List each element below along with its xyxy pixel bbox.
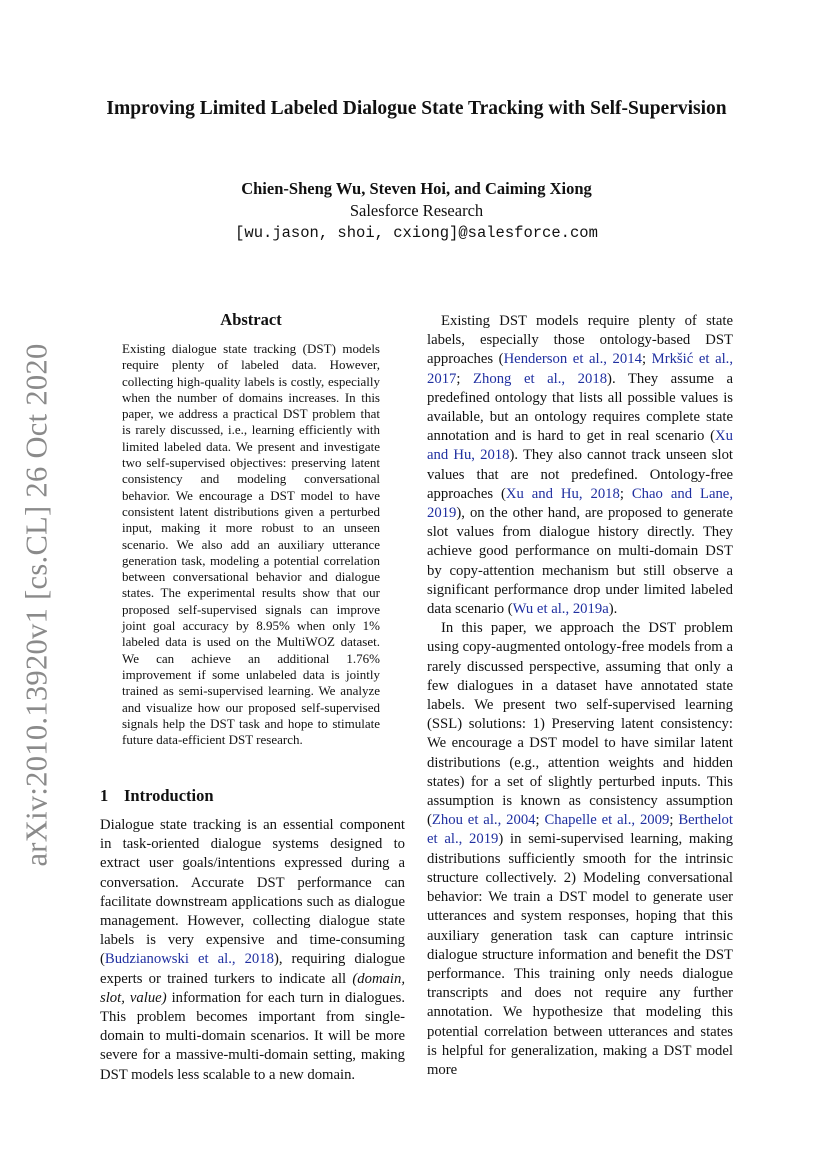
text-run: Dialogue state tracking is an essential component in task-oriented dialogue systems designed to extract user goals/intentions expressed during a conversation. Accurate DST performance can facilitate downstream applications such as dialogue management. However, collecting dialogue state labels is very expensive and time-consuming ( xyxy=(100,817,405,968)
text-run: ). They also cannot track unseen slot values that are not predefined. Ontology-free approaches ( xyxy=(427,447,733,502)
text-run: ). xyxy=(608,601,618,618)
author-emails: [wu.jason, shoi, cxiong]@salesforce.com xyxy=(235,224,598,242)
citation-link[interactable]: Zhou et al., 2004 xyxy=(431,812,536,829)
intro-paragraph-2 xyxy=(427,312,733,619)
citation-link[interactable]: Chapelle et al., 2009 xyxy=(544,812,670,829)
abstract-heading: Abstract xyxy=(220,310,282,329)
text-run: information for each turn in dialogues. This problem becomes important from single-domain to multi-domain scenarios. It will be more severe for a massive-multi-domain setting, making DST models less scalable to a new domain. xyxy=(100,989,405,1083)
text-run: ). They assume a predefined ontology that lists all possible values is available, but an ontology requires complete state annotation and is hard to get in real scenario ( xyxy=(427,370,734,445)
citation-link[interactable]: Mrkšić et al., 2017 xyxy=(427,351,734,387)
citation-link[interactable]: Budzianowski et al., 2018 xyxy=(104,951,274,968)
text-run: ; xyxy=(641,351,652,368)
citation-link[interactable]: Chao and Lane, 2019 xyxy=(427,485,733,522)
intro-paragraph-3 xyxy=(427,619,733,1080)
text-run: ) in semi-supervised learning, making distributions sufficiently smooth for the intrinsic structure collectively. 2) Modeling conversational behavior: We train a DST model to generate user utterances and system responses, hoping that this auxiliary generation task can capture intrinsic dialogue structure information and benefit the DST performance. This training only needs dialogue transcripts and does not require any further annotation. We hypothesize that modeling this potential correlation between utterances and states is helpful for generalization, making a DST model more xyxy=(427,831,733,1078)
text-run: ; xyxy=(669,812,679,829)
right-column xyxy=(427,312,733,1080)
text-run: Existing DST models require plenty of state labels, especially those ontology-based DST approaches ( xyxy=(427,313,733,368)
text-run: ), on the other hand, are proposed to generate slot values from dialogue history directly. They achieve good performance on multi-domain DST by copy-attention mechanism but still observe a significant performance drop under limited labeled data scenario ( xyxy=(427,505,733,618)
affiliation: Salesforce Research xyxy=(349,201,484,220)
citation-link[interactable]: Zhong et al., 2018 xyxy=(473,370,608,387)
citation-link[interactable]: Henderson et al., 2014 xyxy=(503,351,642,368)
intro-heading-text: Introduction xyxy=(124,786,214,805)
author-names: Chien-Sheng Wu, Steven Hoi, and Caiming Xiong xyxy=(241,179,592,198)
citation-link[interactable]: Berthelot et al., 2019 xyxy=(427,812,733,848)
arxiv-stamp-text: arXiv:2010.13920v1 [cs.CL] 26 Oct 2020 xyxy=(19,343,54,867)
arxiv-stamp xyxy=(12,343,62,867)
text-run: ; xyxy=(535,812,545,829)
author-block xyxy=(100,178,733,244)
intro-heading xyxy=(100,786,405,806)
abstract-section xyxy=(122,310,380,748)
text-run: ; xyxy=(619,485,632,502)
citation-link[interactable]: Xu and Hu, 2018 xyxy=(505,485,620,502)
emphasis-text: (domain, slot, value) xyxy=(100,970,405,1006)
citation-link[interactable]: Wu et al., 2019a xyxy=(512,601,609,618)
text-run: ), requiring dialogue experts or trained turkers to indicate all xyxy=(100,951,405,987)
citation-link[interactable]: Xu and Hu, 2018 xyxy=(427,428,733,464)
intro-paragraph-1 xyxy=(100,816,405,1085)
introduction-section xyxy=(100,786,405,1085)
paper-title: Improving Limited Labeled Dialogue State Tracking with Self-Supervision xyxy=(106,98,727,119)
text-run: In this paper, we approach the DST problem using copy-augmented ontology-free models from a rarely discussed perspective, assuming that only a few dialogues in a dataset have annotated state labels. We present two self-supervised learning (SSL) solutions: 1) Preserving latent consistency: We encourage a DST model to have similar latent distributions (e.g., attention weights and hidden states) for a set of slightly perturbed inputs. This assumption is known as consistency assumption ( xyxy=(427,620,733,829)
text-run: ; xyxy=(456,370,474,387)
abstract-text: Existing dialogue state tracking (DST) models require plenty of labeled data. However, collecting high-quality labels is costly, especially when the number of domains increases. In this paper, we address a practical DST problem that is rarely discussed, i.e., learning efficiently with limited labeled data. We present and investigate two self-supervised objectives: preserving latent consistency and modeling conversational behavior. We encourage a DST model to have consistent latent distributions given a perturbed input, making it more robust to an unseen scenario. We also add an auxiliary utterance generation task, modeling a potential correlation between conversational behavior and dialogue states. The experimental results show that our proposed self-supervised signals can improve joint goal accuracy by 8.95% when only 1% labeled data is used on the MultiWOZ dataset. We can achieve an additional 1.76% improvement if some unlabeled data is jointly trained as semi-supervised learning. We analyze and visualize how our proposed self-supervised signals help the DST task and hope to stimulate future data-efficient DST research. xyxy=(122,341,380,748)
intro-section-number: 1 xyxy=(100,786,109,805)
